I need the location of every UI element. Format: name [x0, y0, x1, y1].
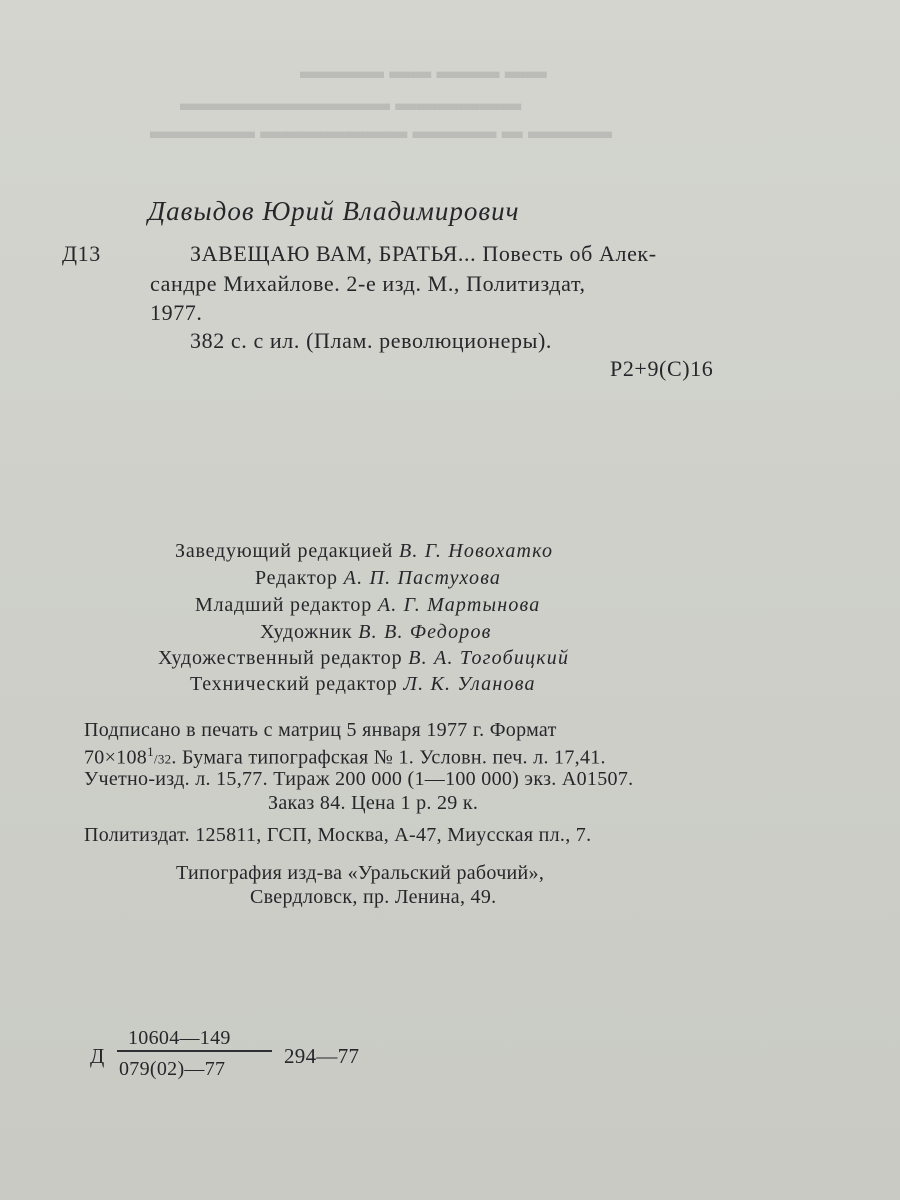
credit-role: Редактор	[255, 567, 338, 589]
credit-tech-editor	[190, 673, 536, 696]
imprint-line-2	[84, 744, 606, 770]
credit-person: В. А. Тогобицкий	[408, 647, 570, 669]
bbk-denominator: 079(02)—77	[119, 1058, 226, 1080]
entry-line-2: сандре Михайлове. 2-е изд. М., Политиздат,	[150, 271, 586, 296]
paper-format: 70×108	[84, 746, 148, 769]
credit-art-editor	[158, 647, 569, 670]
bbk-letter: Д	[90, 1044, 105, 1068]
bleed-through-text-top: ▬▬ ▬▬▬ ▬▬ ▬▬▬▬	[300, 59, 547, 83]
credit-person: А. Г. Мартынова	[377, 594, 541, 616]
printer-line-2: Свердловск, пр. Ленина, 49.	[250, 886, 497, 908]
credit-artist	[260, 621, 492, 644]
bleed-through-text-top-3: ▬▬▬▬ ▬ ▬▬▬▬ ▬▬▬▬▬▬▬ ▬▬▬▬▬	[150, 119, 612, 143]
format-fraction-denominator: /32	[153, 751, 172, 767]
credit-person: Л. К. Уланова	[403, 673, 536, 695]
author-name: Давыдов Юрий Владимирович	[148, 196, 520, 226]
publisher-address: Политиздат. 125811, ГСП, Москва, А-47, Миусская пл., 7.	[84, 824, 592, 846]
printer-line-1: Типография изд-ва «Уральский рабочий»,	[176, 862, 545, 884]
catalog-code: Д13	[62, 241, 101, 266]
format-fraction-numerator: 1	[147, 744, 154, 759]
credit-role: Художественный редактор	[158, 647, 403, 669]
credit-role: Технический редактор	[190, 673, 398, 695]
credit-head-editor	[175, 540, 553, 563]
imprint-line-4: Заказ 84. Цена 1 р. 29 к.	[268, 792, 479, 814]
bbk-numerator: 10604—149	[128, 1027, 231, 1049]
imprint-line-1: Подписано в печать с матриц 5 января 1977 г. Формат	[84, 719, 557, 741]
classification-code: Р2+9(С)16	[610, 356, 714, 381]
paper-details: . Бумага типографская № 1. Условн. печ. л. 17,41.	[171, 746, 606, 769]
credit-person: В. В. Федоров	[358, 621, 492, 643]
credit-person: А. П. Пастухова	[343, 567, 502, 589]
entry-line-1: ЗАВЕЩАЮ ВАМ, БРАТЬЯ... Повесть об Алек-	[190, 241, 657, 266]
bbk-suffix: 294—77	[284, 1044, 360, 1068]
bleed-through-text-top-2: ▬▬▬▬▬▬ ▬▬▬▬▬▬▬▬▬▬	[180, 91, 522, 115]
entry-line-4: 382 с. с ил. (Плам. революционеры).	[190, 328, 552, 353]
credit-editor	[255, 567, 501, 590]
credit-junior-editor	[195, 594, 541, 617]
fraction-bar	[117, 1050, 272, 1052]
credit-role: Младший редактор	[195, 594, 373, 616]
credit-person: В. Г. Новохатко	[398, 540, 554, 562]
entry-line-3: 1977.	[150, 300, 203, 325]
imprint-line-3: Учетно-изд. л. 15,77. Тираж 200 000 (1—100 000) экз. А01507.	[84, 768, 634, 790]
credit-role: Заведующий редакцией	[175, 540, 394, 562]
credit-role: Художник	[260, 621, 353, 643]
